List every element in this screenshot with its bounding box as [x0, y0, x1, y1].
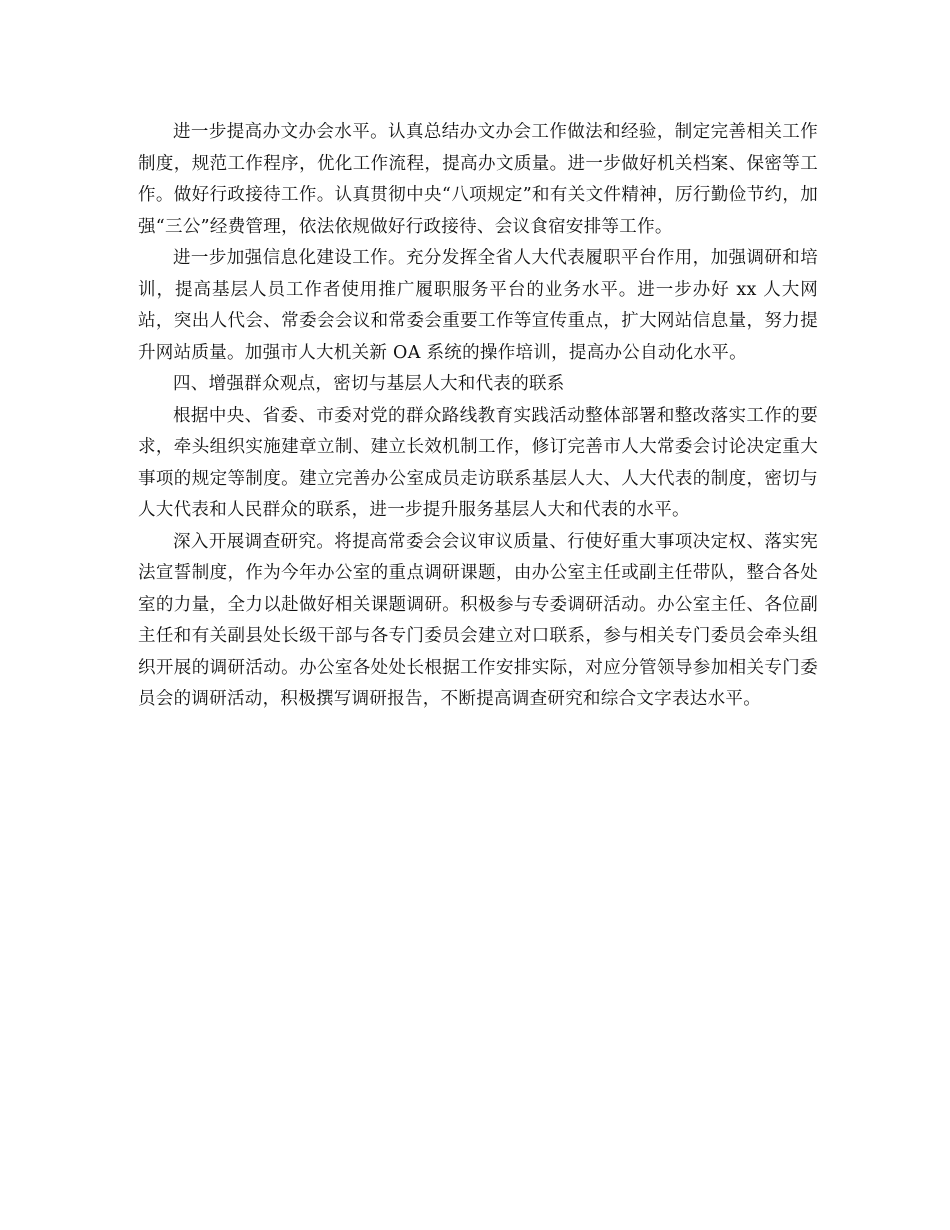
- paragraph-research: 深入开展调查研究。将提高常委会会议审议质量、行使好重大事项决定权、落实宪法宣誓制度，作为今年办公室的重点调研课题，由办公室主任或副主任带队，整合各处室的力量，全力以赴做好相关课题调研。积极参与专委调研活动。办公室主任、各位副主任和有关副县处长级干部与各专门委员会建立对口联系，参与相关专门委员会牵头组织开展的调研活动。办公室各处处长根据工作安排实际，对应分管领导参加相关专门委员会的调研活动，积极撰写调研报告，不断提高调查研究和综合文字表达水平。: [138, 531, 818, 709]
- paragraph-informatization: 进一步加强信息化建设工作。充分发挥全省人大代表履职平台作用，加强调研和培训，提高基层人员工作者使用推广履职服务平台的业务水平。进一步办好 xx 人大网站，突出人代会、常委会会议和常委会重要工作等宣传重点，扩大网站信息量，努力提升网站质量。加强市人大机关新 OA 系统的操作培训，提高办公自动化水平。: [138, 248, 818, 363]
- paragraph-mass-line: 根据中央、省委、市委对党的群众路线教育实践活动整体部署和整改落实工作的要求，牵头组织实施建章立制、建立长效机制工作，修订完善市人大常委会讨论决定重大事项的规定等制度。建立完善办公室成员走访联系基层人大、人大代表的制度，密切与人大代表和人民群众的联系，进一步提升服务基层人大和代表的水平。: [138, 405, 818, 520]
- paragraph-office-work: 进一步提高办文办会水平。认真总结办文办会工作做法和经验，制定完善相关工作制度，规范工作程序，优化工作流程，提高办文质量。进一步做好机关档案、保密等工作。做好行政接待工作。认真贯彻中央“八项规定”和有关文件精神，厉行勤俭节约，加强“三公”经费管理，依法依规做好行政接待、会议食宿安排等工作。: [138, 122, 818, 237]
- document-body: [138, 117, 818, 716]
- section-heading: 四、增强群众观点，密切与基层人大和代表的联系: [173, 374, 565, 394]
